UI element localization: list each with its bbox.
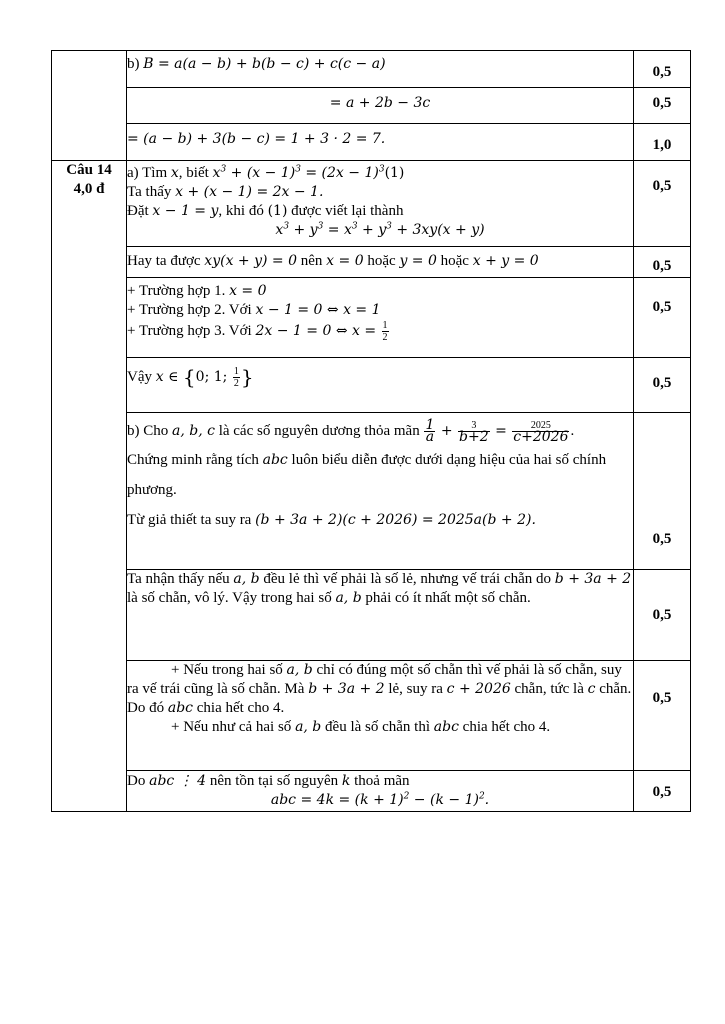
text: được viết lại thành: [287, 203, 404, 219]
math-var: x: [170, 165, 179, 181]
text: + Nếu như cả hai số: [171, 719, 296, 735]
math-equation: x + (x − 1) = 2x − 1.: [175, 184, 324, 200]
case-label: + Trường hợp 3. Với: [127, 322, 256, 339]
math-equation: (b + 3a + 2)(c + 2026) = 2025a(b + 2).: [255, 512, 536, 528]
grading-table: [51, 50, 691, 812]
row-part-b-cases: [127, 661, 634, 771]
text: đều lẻ thì vế phải là số lẻ, nhưng vế trái chẵn do: [259, 571, 555, 587]
text: Từ giả thiết ta suy ra: [127, 512, 256, 528]
text: , biết: [178, 165, 213, 181]
math-var: abc: [433, 719, 459, 735]
text: hoặc: [363, 253, 400, 269]
question-label-cell: [52, 161, 127, 812]
fraction: $\frac{2025}{c+2026}$: [513, 420, 569, 446]
fraction: $\frac{1}{2}$: [382, 320, 388, 343]
question-points: 4,0 đ: [73, 181, 105, 197]
text: chẵn. Do đó: [127, 681, 632, 716]
score-cell: 0,5: [634, 413, 691, 570]
text: thoả mãn: [350, 773, 410, 789]
text: nên: [297, 253, 327, 269]
text: Do: [127, 773, 150, 789]
math-var: a, b, c: [172, 423, 215, 439]
score-cell: 0,5: [634, 88, 691, 124]
score-cell: 0,5: [634, 51, 691, 88]
row-part-b-conclusion: [127, 771, 634, 812]
math-equation: x = 0: [229, 283, 267, 299]
math-equation: $x^3 + y^3 = x^3 + y^3 + 3xy(x + y)$: [275, 221, 485, 238]
fraction: $\frac{1}{2}$: [233, 366, 239, 389]
text: Ta thấy: [127, 184, 176, 200]
math-var: c: [587, 681, 596, 697]
row-simplify: [127, 88, 634, 124]
previous-question-cell: [52, 51, 127, 161]
score-cell: 1,0: [634, 124, 691, 161]
math-equation: y = 0: [399, 253, 437, 269]
math-var: a, b: [295, 719, 322, 735]
text: chỉ có đúng một số chẵn thì vế phải là số chẵn, suy ra vế trái cũng là số chẵn. Mà: [127, 662, 622, 697]
fraction: $\frac{1}{a}$: [425, 417, 435, 446]
score-cell: 0,5: [634, 358, 691, 413]
math-var: a, b: [335, 590, 362, 606]
text: chia hết cho 4.: [458, 719, 551, 735]
math-equation: x − 1 = y: [152, 203, 219, 219]
row-part-b-problem: b) Cho a, b, c là các số nguyên dương thỏa mãn $\frac{1}{a}$ + $\frac{3}{b+2}$ = $\frac{2025}{c+2026}$ . Chứng minh rằng tích abc luôn biểu diễn được dưới dạng hiệu của hai số chính phương. Từ giả thiết ta suy ra (b + 3a + 2)(c + 2026) = 2025a(b + 2).: [127, 413, 634, 570]
row-part-a-conclusion: [127, 358, 634, 413]
math-equation: x = 0: [326, 253, 364, 269]
text: là các số nguyên dương thỏa mãn: [214, 423, 424, 439]
score-cell: 0,5: [634, 661, 691, 771]
math-expression: b + 3a + 2: [554, 571, 632, 587]
math-set: x ∈: [155, 368, 183, 385]
text: phải có ít nhất một số chẵn.: [361, 590, 531, 606]
text: lẻ, suy ra: [384, 681, 447, 697]
text: Vậy: [127, 368, 156, 385]
text: nên tồn tại số nguyên: [206, 773, 342, 789]
text: Hay ta được: [127, 253, 205, 269]
text: , khi đó: [218, 203, 268, 219]
row-part-a-cases: [127, 278, 634, 358]
text: b) Cho: [127, 423, 172, 439]
math-expression: = a + 2b − 3c: [329, 95, 431, 111]
math-equation: x + y = 0: [472, 253, 539, 269]
math-equation: abc = $4k = (k + 1)^2 - (k - 1)^2$.: [270, 791, 490, 808]
eq-number: (1): [267, 203, 288, 219]
math-var: a, b: [286, 662, 313, 678]
row-part-a-product: [127, 247, 634, 278]
part-label: b): [127, 56, 144, 72]
score-cell: 0,5: [634, 278, 691, 358]
math-equation: $x^3 + (x - 1)^3 = (2x - 1)^3$: [212, 164, 385, 181]
math-var: abc: [167, 700, 193, 716]
text: Đặt: [127, 203, 153, 219]
row-evaluate: [127, 124, 634, 161]
text: chia hết cho 4.: [193, 700, 285, 716]
math-equation: x − 1 = 0 ⇔ x = 1: [255, 302, 381, 318]
row-part-a-setup: [127, 161, 634, 247]
brace: }: [240, 365, 254, 389]
case-label: + Trường hợp 1.: [127, 283, 230, 299]
eq-number: (1): [384, 165, 405, 181]
score-cell: 0,5: [634, 161, 691, 247]
row-b-definition: [127, 51, 634, 88]
fraction: $\frac{3}{b+2}$: [459, 420, 489, 446]
math-equation: 2x − 1 = 0 ⇔ x =: [255, 322, 381, 339]
math-expression: b + 3a + 2: [308, 681, 385, 697]
math-var: abc: [262, 452, 288, 468]
text: chẵn, tức là: [510, 681, 588, 697]
text: là số chẵn, vô lý. Vậy trong hai số: [127, 590, 336, 606]
math-expression: = (a − b) + 3(b − c) = 1 + 3 · 2 = 7.: [127, 131, 386, 147]
case-label: + Trường hợp 2. Với: [127, 302, 256, 318]
text: + Nếu trong hai số: [171, 662, 287, 678]
score-cell: 0,5: [634, 771, 691, 812]
question-number: Câu 14: [66, 162, 112, 178]
math-var: k: [341, 773, 351, 789]
score-cell: 0,5: [634, 570, 691, 661]
score-cell: 0,5: [634, 247, 691, 278]
math-expression: B = a(a − b) + b(b − c) + c(c − a): [143, 56, 386, 72]
text: luôn biểu diễn được dưới dạng hiệu của hai số chính phương.: [127, 452, 607, 498]
math-expression: c + 2026: [446, 681, 511, 697]
math-expression: abc ⋮ 4: [149, 773, 207, 789]
text: Chứng minh rằng tích: [127, 452, 263, 468]
text: Ta nhận thấy nếu: [127, 571, 234, 587]
row-part-b-parity: [127, 570, 634, 661]
brace: {: [182, 365, 196, 389]
text: đều là số chẵn thì: [321, 719, 434, 735]
math-var: a, b: [233, 571, 260, 587]
text: a) Tìm: [127, 165, 171, 181]
math-set: 0; 1;: [195, 368, 232, 385]
math-equation: xy(x + y) = 0: [204, 253, 297, 269]
text: hoặc: [436, 253, 473, 269]
